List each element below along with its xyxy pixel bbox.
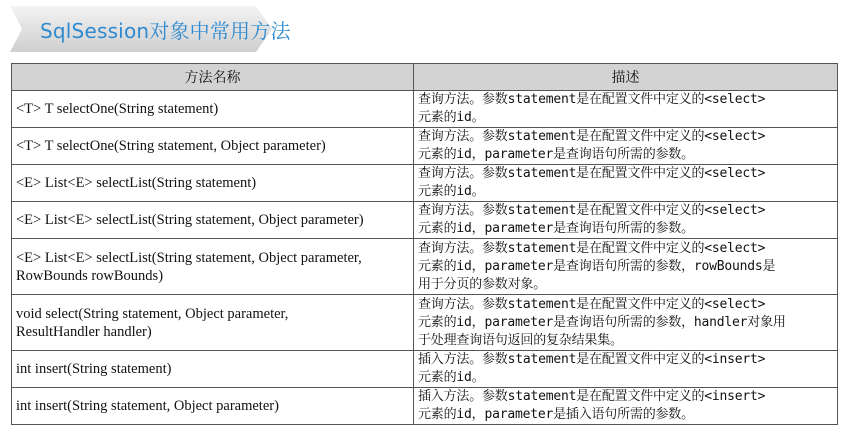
method-description: 查询方法。参数statement是在配置文件中定义的<select> 元素的id，parameter是查询语句所需的参数，rowBounds是 用于分页的参数对象。: [414, 239, 838, 295]
method-signature: int insert(String statement, Object parameter): [12, 388, 414, 425]
method-description: 插入方法。参数statement是在配置文件中定义的<insert> 元素的id。: [414, 351, 838, 388]
table-row: [12, 202, 838, 239]
method-signature: <T> T selectOne(String statement): [12, 91, 414, 128]
table-row: [12, 295, 838, 351]
table-row: [12, 91, 838, 128]
method-description: 查询方法。参数statement是在配置文件中定义的<select> 元素的id，parameter是查询语句所需的参数。: [414, 202, 838, 239]
table-row: [12, 239, 838, 295]
table-row: [12, 388, 838, 425]
method-signature: <T> T selectOne(String statement, Object parameter): [12, 128, 414, 165]
method-signature: <E> List<E> selectList(String statement, Object parameter): [12, 202, 414, 239]
method-signature: <E> List<E> selectList(String statement, Object parameter, RowBounds rowBounds): [12, 239, 414, 295]
method-description: 查询方法。参数statement是在配置文件中定义的<select> 元素的id，parameter是查询语句所需的参数，handler对象用 于处理查询语句返回的复杂结果集。: [414, 295, 838, 351]
page-title: SqlSession对象中常用方法: [40, 19, 291, 43]
method-signature: void select(String statement, Object parameter, ResultHandler handler): [12, 295, 414, 351]
title-banner: [10, 6, 291, 52]
method-description: 查询方法。参数statement是在配置文件中定义的<select> 元素的id，parameter是查询语句所需的参数。: [414, 128, 838, 165]
method-description: 插入方法。参数statement是在配置文件中定义的<insert> 元素的id，parameter是插入语句所需的参数。: [414, 388, 838, 425]
table-header-row: [12, 64, 838, 91]
column-header-name: 方法名称: [12, 64, 414, 91]
method-signature: <E> List<E> selectList(String statement): [12, 165, 414, 202]
method-description: 查询方法。参数statement是在配置文件中定义的<select> 元素的id。: [414, 91, 838, 128]
method-description: 查询方法。参数statement是在配置文件中定义的<select> 元素的id。: [414, 165, 838, 202]
table-row: [12, 351, 838, 388]
table-row: [12, 128, 838, 165]
table-row: [12, 165, 838, 202]
methods-table: [11, 63, 838, 425]
method-signature: int insert(String statement): [12, 351, 414, 388]
column-header-description: 描述: [414, 64, 838, 91]
